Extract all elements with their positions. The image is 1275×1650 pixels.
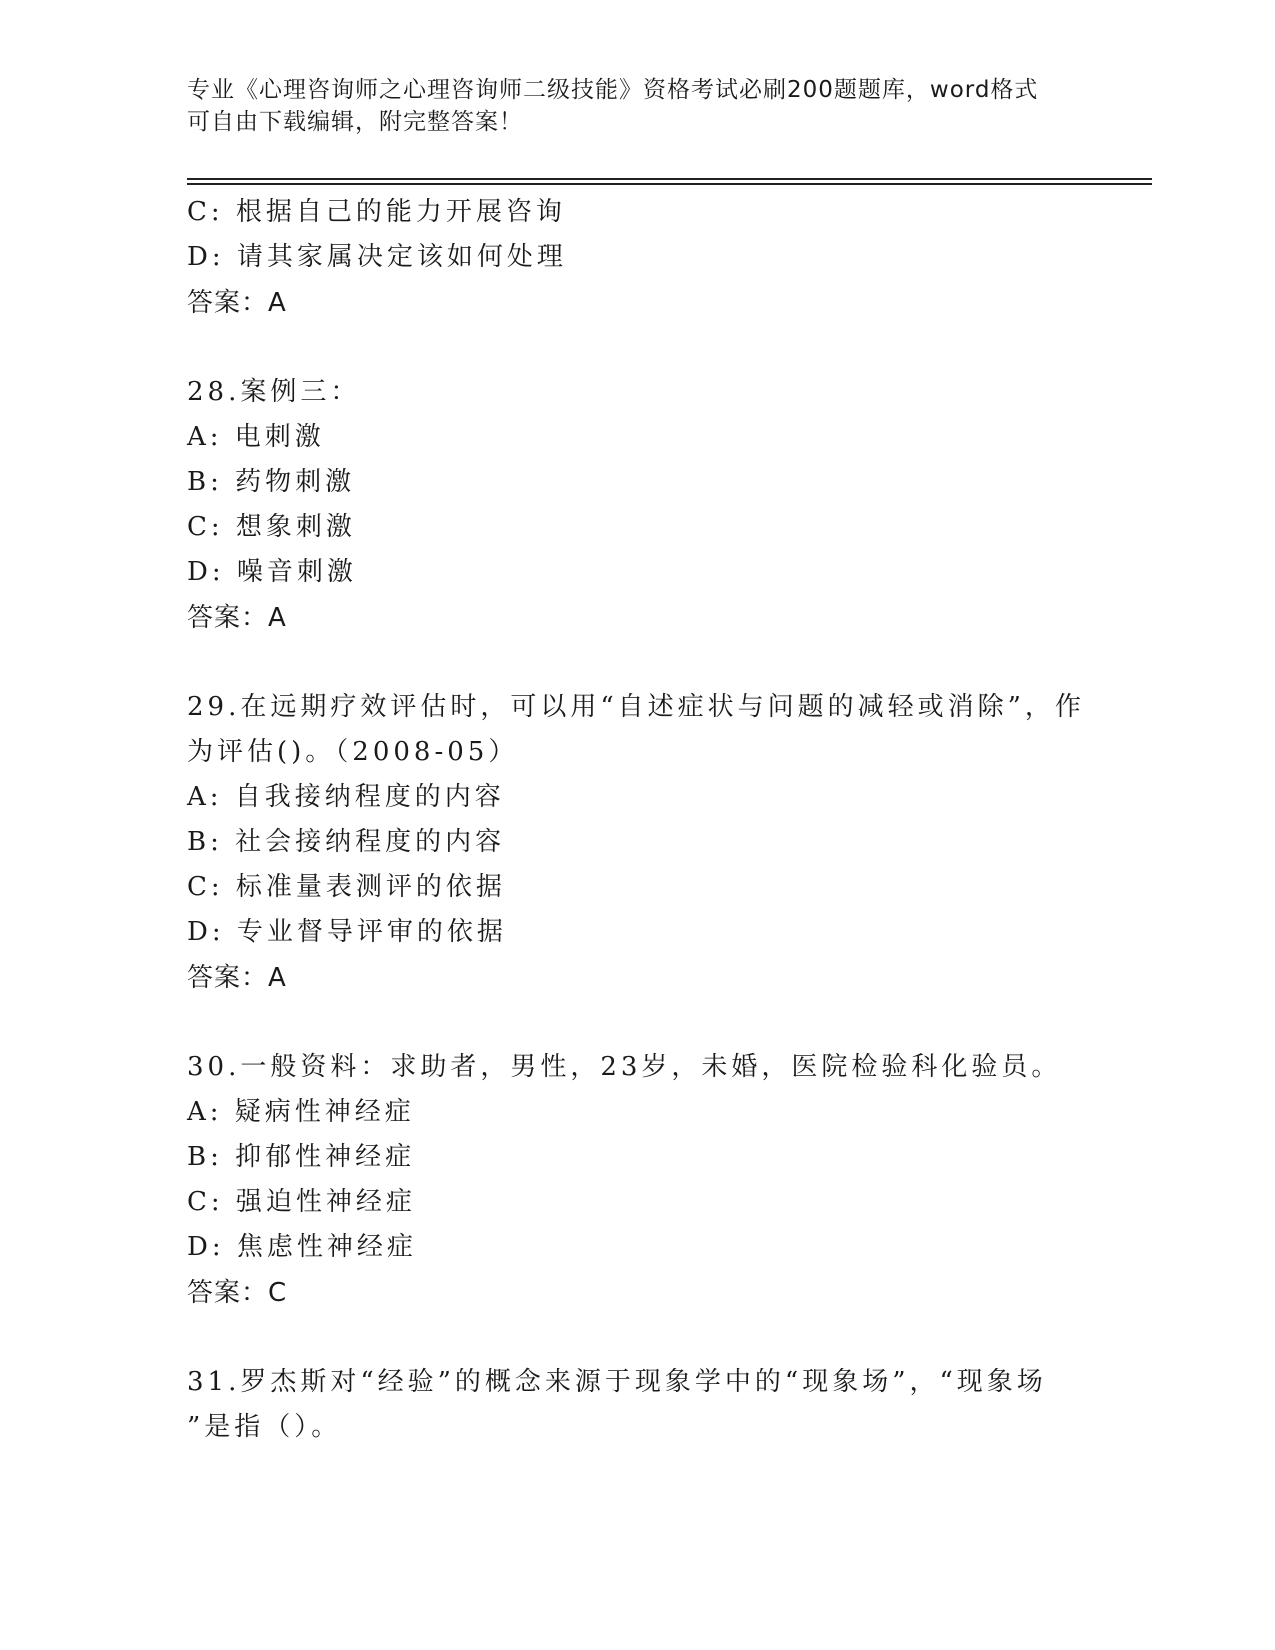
- option-a: A: 自我接纳程度的内容: [187, 782, 505, 812]
- option-d: D: 请其家属决定该如何处理: [187, 242, 567, 272]
- option-b: B: 社会接纳程度的内容: [187, 827, 506, 857]
- option-a: A: 电刺激: [187, 422, 325, 452]
- question-30: [187, 1045, 1087, 1316]
- question-text-line-2: ”是指（）。: [187, 1412, 342, 1442]
- question-text-line-2: 为评估()。（2008-05）: [187, 737, 519, 767]
- option-b: B: 药物刺激: [187, 467, 356, 497]
- document-body: [187, 190, 1087, 1450]
- header-divider-top: [187, 178, 1152, 180]
- option-d: D: 焦虑性神经症: [187, 1232, 417, 1262]
- answer-line: 答案：C: [187, 1278, 288, 1308]
- option-b: B: 抑郁性神经症: [187, 1142, 416, 1172]
- question-text: 30.一般资料：求助者，男性，23岁，未婚，医院检验科化验员。: [187, 1052, 1062, 1082]
- header-divider-bottom: [187, 183, 1152, 185]
- option-c: C: 强迫性神经症: [187, 1187, 416, 1217]
- question-text-line-1: 31.罗杰斯对“经验”的概念来源于现象学中的“现象场”，“现象场: [187, 1367, 1047, 1397]
- question-text-line-1: 29.在远期疗效评估时，可以用“自述症状与问题的减轻或消除”，作: [187, 692, 1085, 722]
- option-c: C: 想象刺激: [187, 512, 356, 542]
- answer-line: 答案：A: [187, 288, 287, 318]
- header-line-1: 专业《心理咨询师之心理咨询师二级技能》资格考试必刷200题题库，word格式: [187, 77, 1039, 103]
- prev-question-block: [187, 190, 1087, 326]
- question-31: [187, 1360, 1087, 1450]
- answer-line: 答案：A: [187, 603, 287, 633]
- option-d: D: 专业督导评审的依据: [187, 917, 507, 947]
- option-a: A: 疑病性神经症: [187, 1097, 415, 1127]
- option-c: C: 标准量表测评的依据: [187, 872, 506, 902]
- option-c: C: 根据自己的能力开展咨询: [187, 197, 566, 227]
- question-29: [187, 685, 1087, 1001]
- option-d: D: 噪音刺激: [187, 557, 357, 587]
- question-28: [187, 370, 1087, 641]
- question-text: 28.案例三：: [187, 377, 361, 407]
- header-line-2: 可自由下载编辑，附完整答案！: [187, 109, 523, 135]
- answer-line: 答案：A: [187, 963, 287, 993]
- document-header: [187, 74, 1087, 138]
